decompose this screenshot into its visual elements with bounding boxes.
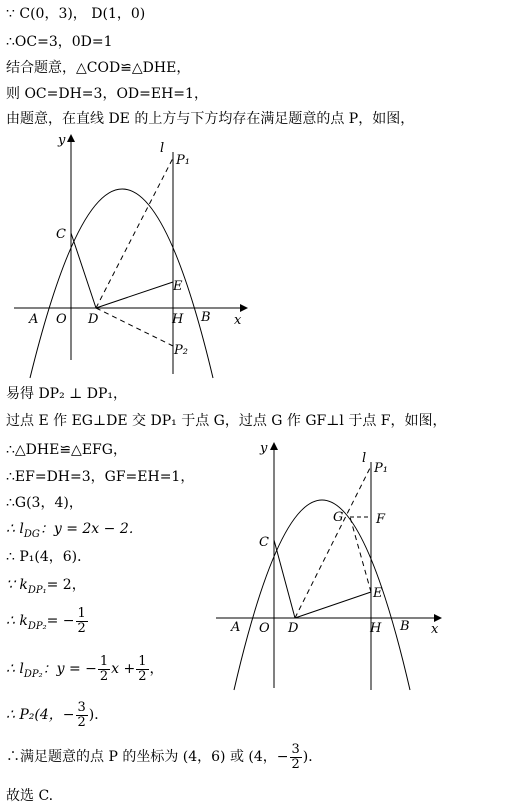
fig2-label-f: F	[376, 512, 386, 527]
fig1-label-p1: P₁	[176, 153, 190, 168]
ldp2-d2: 2	[138, 668, 147, 684]
conclusion-num: 3	[291, 741, 300, 757]
ldp2-x: x +	[111, 661, 136, 677]
fig1-label-c: C	[56, 227, 66, 242]
line-p2	[6, 700, 108, 730]
line-perpendicular: 易得 DP₂ ⊥ DP₁，	[6, 386, 128, 402]
figure-2	[212, 440, 452, 695]
p2-num: 3	[77, 699, 86, 715]
kdp2-fraction	[76, 607, 88, 636]
line-congruent-2: ∴△DHE≌△EFG，	[6, 442, 127, 458]
p2-pre: ∴ P₂(4，−	[6, 707, 75, 723]
fig2-label-b: B	[400, 619, 410, 634]
line-ef-gf: ∴EF=DH=3，GF=EH=1，	[6, 469, 195, 485]
fig2-label-x: x	[431, 622, 439, 637]
line-p1: ∴ P₁(4，6)．	[6, 549, 92, 565]
fig1-label-e: E	[173, 279, 183, 294]
fig1-label-x: x	[234, 313, 242, 328]
fig1-label-y: y	[58, 133, 66, 148]
line-ldp2	[6, 654, 164, 690]
fig2-segment-eg	[350, 517, 371, 592]
line-kdp2	[6, 606, 89, 642]
fig2-label-g: G	[333, 510, 344, 525]
ldp2-pre: ∴ l	[6, 661, 24, 677]
kdp1-sub: DP₁	[27, 584, 47, 596]
ldp2-frac2	[136, 655, 148, 684]
kdp1-pre: ∵ k	[6, 577, 28, 593]
fig1-x-arrow	[240, 304, 248, 312]
kdp1-post: = 2，	[46, 577, 86, 593]
kdp2-num: 1	[77, 605, 86, 621]
fig1-label-d: D	[88, 312, 99, 327]
ldp2-sub: DP₂	[23, 668, 43, 680]
fig2-label-o: O	[259, 621, 270, 636]
fig1-label-p2: P₂	[174, 343, 188, 358]
fig1-label-l: l	[160, 141, 165, 156]
fig2-segment-dp1	[295, 466, 371, 618]
fig1-y-arrow	[67, 134, 75, 142]
kdp2-den: 2	[77, 620, 86, 636]
line-oc-od: ∴OC=3，0D=1	[6, 34, 113, 50]
p2-den: 2	[77, 714, 86, 730]
kdp2-sub: DP₂	[27, 620, 47, 632]
fig1-segment-de	[96, 282, 173, 308]
conclusion-pre: ∴满足题意的点 P 的坐标为 (4，6) 或 (4，−	[6, 749, 289, 765]
line-conclusion	[6, 742, 322, 772]
fig2-label-l: l	[362, 451, 367, 466]
ldp2-end: ，	[149, 661, 164, 677]
ldp2-n1: 1	[99, 653, 109, 669]
fig2-label-p1: P₁	[374, 461, 388, 476]
line-congruent: 结合题意，△COD≌△DHE，	[6, 60, 191, 76]
line-answer: 故选 C.	[6, 788, 54, 804]
ldp2-n2: 1	[138, 653, 147, 669]
ldg-sub: DG	[23, 528, 40, 540]
fig2-segment-cd	[274, 540, 295, 618]
ldg-pre: ∴ l	[6, 521, 24, 537]
fig2-label-c: C	[259, 535, 269, 550]
conclusion-den: 2	[291, 756, 300, 772]
fig1-segment-cd	[71, 233, 96, 308]
line-given-points: ∵ C(0，3)， D(1，0)	[6, 6, 146, 22]
fig2-y-arrow	[270, 442, 278, 450]
p2-fraction	[76, 701, 88, 730]
kdp2-post: = −	[46, 613, 75, 629]
fig2-label-h: H	[370, 621, 382, 636]
line-ldg	[6, 520, 143, 544]
ldp2-mid: ：y = −	[42, 661, 97, 677]
line-construct-eg: 过点 E 作 EG⊥DE 交 DP₁ 于点 G，过点 G 作 GF⊥l 于点 F，如图，	[6, 413, 447, 429]
conclusion-post: )．	[302, 749, 323, 765]
fig2-label-a: A	[231, 620, 241, 635]
fig2-label-e: E	[373, 586, 383, 601]
ldp2-frac1	[98, 655, 110, 684]
ldp2-d1: 2	[99, 668, 109, 684]
fig2-segment-de	[295, 592, 371, 618]
fig2-parabola	[234, 500, 410, 690]
fig1-label-b: B	[201, 310, 211, 325]
line-point-p: 由题意，在直线 DE 的上方与下方均存在满足题意的点 P，如图，	[6, 111, 415, 127]
fig2-label-y: y	[260, 441, 268, 456]
fig2-label-d: D	[288, 621, 299, 636]
fig1-label-a: A	[29, 312, 39, 327]
p2-post: )．	[88, 707, 109, 723]
fig2-x-arrow	[434, 614, 442, 622]
conclusion-fraction	[290, 743, 302, 772]
line-g-coord: ∴G(3，4)，	[6, 495, 83, 511]
line-kdp1	[6, 576, 86, 600]
fig1-segment-dp2	[96, 308, 173, 346]
fig1-label-o: O	[56, 312, 67, 327]
kdp2-pre: ∴ k	[6, 613, 28, 629]
figure-1	[8, 130, 258, 390]
line-equal-sides: 则 OC=DH=3，OD=EH=1，	[6, 86, 208, 102]
ldg-post: ：y = 2x − 2．	[39, 521, 143, 537]
fig1-label-h: H	[172, 312, 184, 327]
